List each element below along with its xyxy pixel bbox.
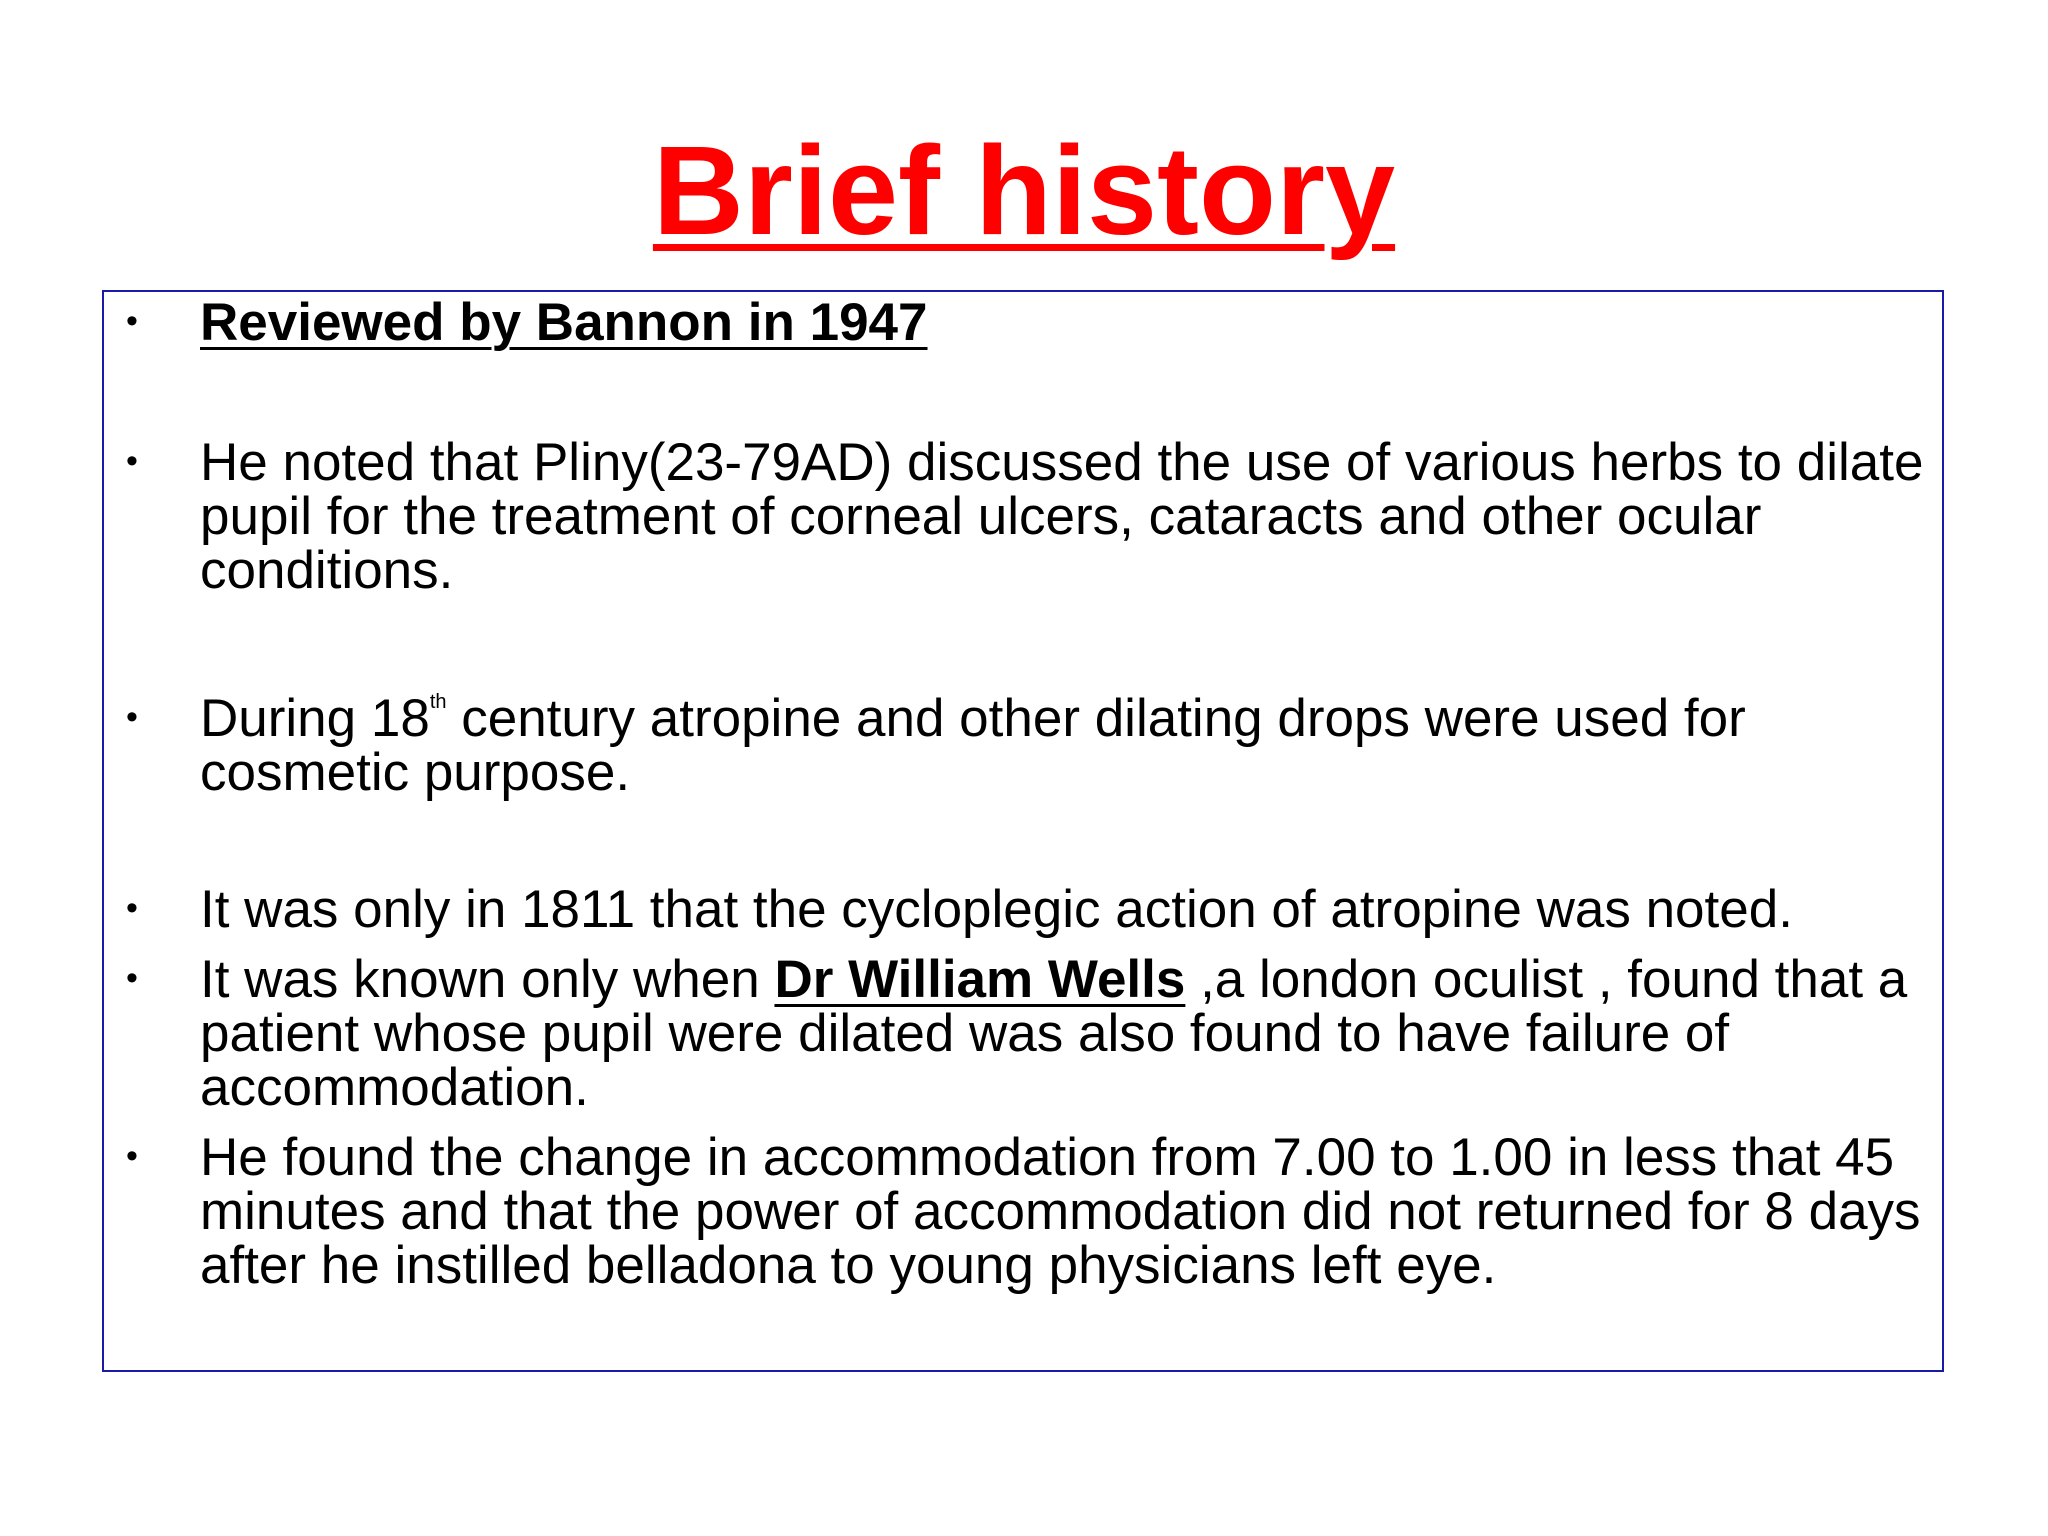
bullet-item-2: He noted that Pliny(23-79AD) discussed the use of various herbs to dilate pupil for the treatment of corneal ulcers, cataracts and other ocular conditions. [200, 433, 1924, 601]
ordinal-superscript: th [429, 691, 447, 713]
bullet-item-3 [200, 689, 1930, 803]
bullet-text-part: During 18 [200, 689, 430, 748]
slide-title: Brief history [652, 120, 1396, 261]
bullet-item-1 [200, 293, 1930, 352]
bullet-item-5 [200, 950, 1930, 1118]
bullet-marker: • [126, 959, 138, 997]
bullet-marker: • [126, 302, 138, 340]
bullet-item-6: He found the change in accommodation from 7.00 to 1.00 in less that 45 minutes and that the power of accommodation did not returned for 8 days after he instilled belladona to young physicians left eye. [200, 1128, 1921, 1296]
bullet-text-part: It was known only when [200, 950, 775, 1009]
bullet-marker: • [126, 889, 138, 927]
person-name: Dr William Wells [774, 950, 1186, 1009]
bullet-heading: Reviewed by Bannon in 1947 [200, 293, 928, 352]
bullet-text-part: ,a london oculist , found that a patient whose pupil were dilated was also found to have failure of accommodation. [200, 950, 1908, 1118]
bullet-text-part: century atropine and other dilating drops were used for cosmetic purpose. [200, 689, 1746, 803]
bullet-item-4: It was only in 1811 that the cycloplegic action of atropine was noted. [200, 880, 1793, 939]
bullet-marker: • [126, 698, 138, 736]
bullet-marker: • [126, 442, 138, 480]
bullet-marker: • [126, 1137, 138, 1175]
